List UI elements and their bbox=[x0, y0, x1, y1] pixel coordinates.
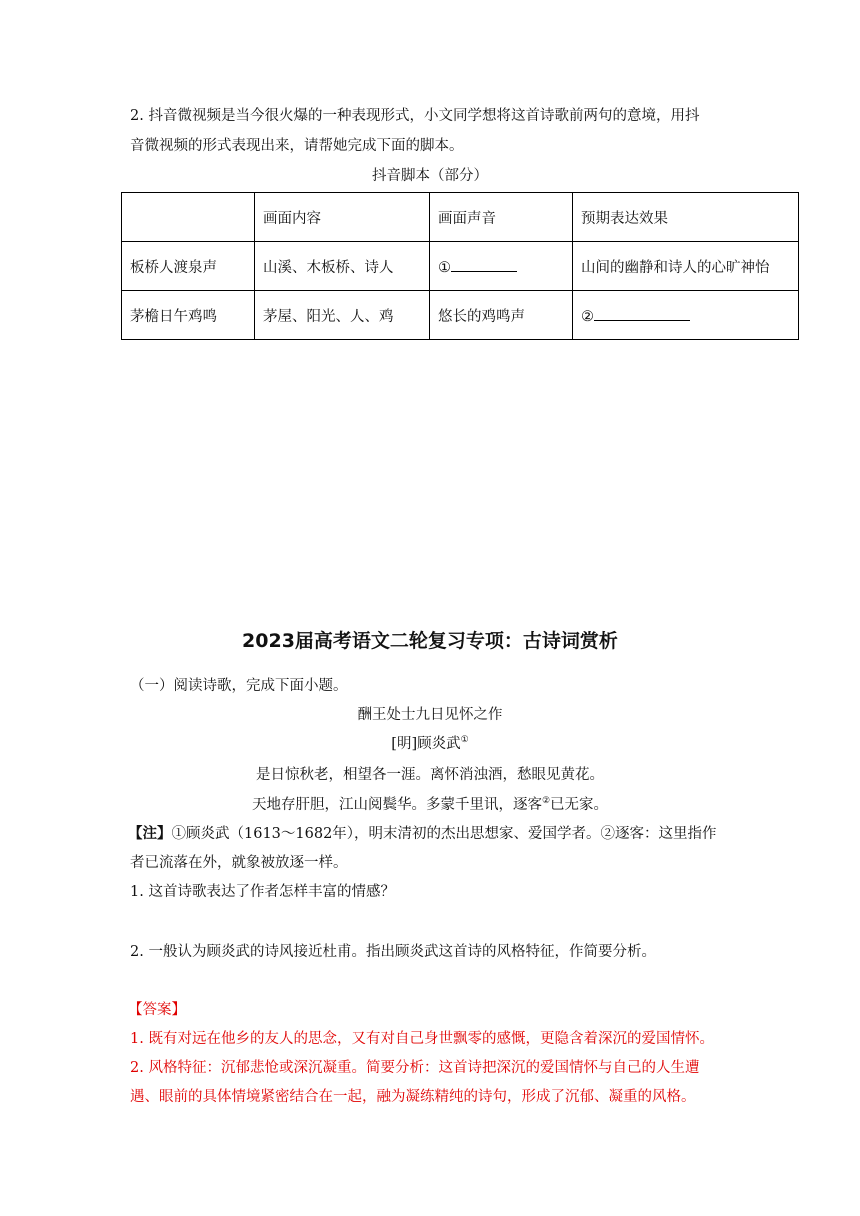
page-title: 2023届高考语文二轮复习专项：古诗词赏析 bbox=[242, 630, 618, 652]
header-cell: 预期表达效果 bbox=[573, 193, 799, 242]
table-cell: 山溪、木板桥、诗人 bbox=[255, 242, 430, 291]
header-cell bbox=[122, 193, 255, 242]
table-cell: 悠长的鸡鸣声 bbox=[430, 291, 573, 340]
answer-blank-1 bbox=[451, 257, 517, 272]
table-header-row bbox=[122, 193, 799, 242]
table-row bbox=[122, 242, 799, 291]
table-cell bbox=[430, 242, 573, 291]
poem-line-1: 是日惊秋老，相望各一涯。离怀消浊酒，愁眼见黄花。 bbox=[256, 767, 604, 783]
poem-line-2-part-b: 已无家。 bbox=[550, 797, 609, 813]
poem-title: 酬王处士九日见怀之作 bbox=[357, 707, 503, 723]
question-2-text-line1: 2. 抖音微视频是当今很火爆的一种表现形式，小文同学想将这首诗歌前两句的意境，用抖 bbox=[130, 108, 700, 124]
footnote-mark-1: ① bbox=[460, 735, 469, 746]
section-intro: （一）阅读诗歌，完成下面小题。 bbox=[130, 678, 348, 694]
note-label: 【注】 bbox=[128, 825, 172, 842]
table-row bbox=[122, 291, 799, 340]
answer-1: 1. 既有对远在他乡的友人的思念，又有对自己身世飘零的感慨，更隐含着深沉的爱国情怀。 bbox=[130, 1031, 714, 1047]
note-line-2: 者已流落在外，就象被放逐一样。 bbox=[130, 855, 348, 871]
blank-marker: ① bbox=[438, 259, 451, 276]
footnote-mark-2: ② bbox=[541, 796, 551, 807]
script-table bbox=[121, 192, 799, 340]
table-cell: 山间的幽静和诗人的心旷神怡 bbox=[573, 242, 799, 291]
table-caption: 抖音脚本（部分） bbox=[372, 168, 488, 184]
answer-2-line1: 2. 风格特征：沉郁悲怆或深沉凝重。简要分析：这首诗把深沉的爱国情怀与自己的人生遭 bbox=[130, 1060, 700, 1076]
poem-author bbox=[0, 732, 860, 753]
table-cell: 茅檐日午鸡鸣 bbox=[122, 291, 255, 340]
header-cell: 画面内容 bbox=[255, 193, 430, 242]
answer-2-line2: 遇、眼前的具体情境紧密结合在一起，融为凝练精纯的诗句，形成了沉郁、凝重的风格。 bbox=[130, 1089, 696, 1105]
question-2-text-line2: 音微视频的形式表现出来，请帮她完成下面的脚本。 bbox=[130, 138, 464, 154]
table-cell: 板桥人渡泉声 bbox=[122, 242, 255, 291]
note-text: ①顾炎武（1613～1682年），明末清初的杰出思想家、爱国学者。②逐客：这里指作 bbox=[171, 826, 717, 842]
table-cell bbox=[573, 291, 799, 340]
poem-line-2-part-a: 天地存肝胆，江山阅鬓华。多蒙千里讯，逐客 bbox=[251, 797, 542, 813]
answer-blank-2 bbox=[594, 306, 690, 321]
table-cell: 茅屋、阳光、人、鸡 bbox=[255, 291, 430, 340]
blank-marker: ② bbox=[581, 308, 594, 325]
question-2: 2. 一般认为顾炎武的诗风接近杜甫。指出顾炎武这首诗的风格特征，作简要分析。 bbox=[130, 944, 656, 960]
note-line-1 bbox=[128, 822, 717, 843]
answer-label: 【答案】 bbox=[128, 1002, 186, 1018]
question-1: 1. 这首诗歌表达了作者怎样丰富的情感？ bbox=[130, 884, 395, 900]
poem-line-2 bbox=[0, 793, 860, 814]
header-cell: 画面声音 bbox=[430, 193, 573, 242]
author-name: [明]顾炎武 bbox=[391, 736, 461, 752]
